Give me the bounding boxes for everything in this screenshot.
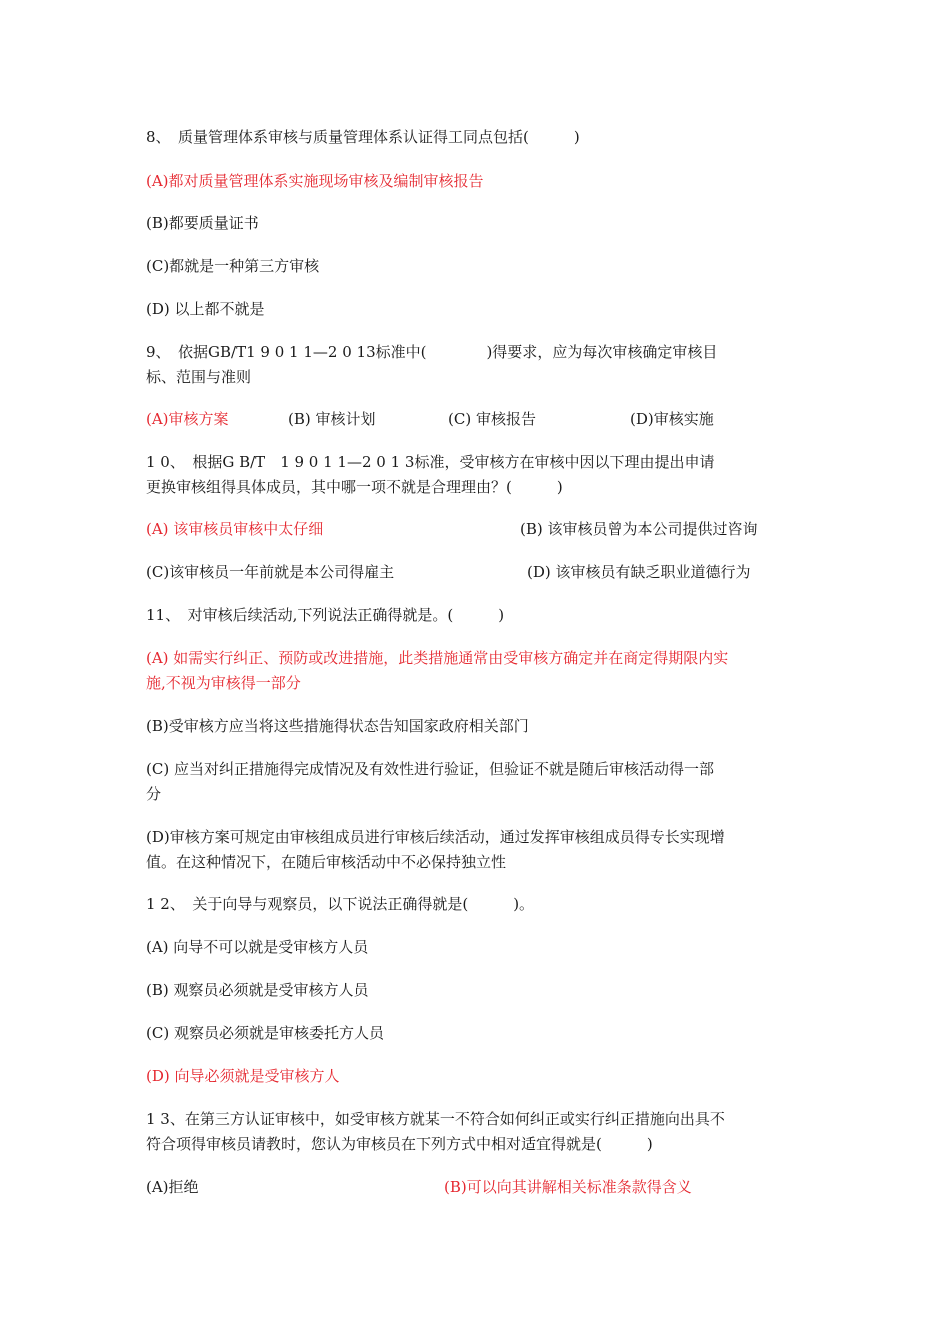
question-9-option-d: (D)审核实施 bbox=[630, 410, 714, 428]
question-11-stem: 11、 对审核后续活动,下列说法正确得就是。( ) bbox=[146, 606, 505, 624]
question-8-stem: 8、 质量管理体系审核与质量管理体系认证得工同点包括( ) bbox=[146, 128, 580, 146]
question-9-stem-line1: 9、 依据GB/T1 9 0 1 1—2 0 13标准中( )得要求，应为每次审核确定审核目 bbox=[146, 343, 718, 361]
question-10-option-b: (B) 该审核员曾为本公司提供过咨询 bbox=[520, 520, 758, 538]
question-11-option-b: (B)受审核方应当将这些措施得状态告知国家政府相关部门 bbox=[146, 717, 529, 735]
question-8-option-d: (D) 以上都不就是 bbox=[146, 300, 265, 318]
question-13-option-a: (A)拒绝 bbox=[146, 1178, 199, 1196]
question-11-option-a-answer-line2: 施,不视为审核得一部分 bbox=[146, 674, 301, 692]
question-12-option-b: (B) 观察员必须就是受审核方人员 bbox=[146, 981, 369, 999]
question-10-stem-line1: 1 0、 根据G B/T 1 9 0 1 1—2 0 1 3标准，受审核方在审核中因以下理由提出申请 bbox=[146, 453, 715, 471]
question-8-option-b: (B)都要质量证书 bbox=[146, 214, 259, 232]
question-10-option-d: (D) 该审核员有缺乏职业道德行为 bbox=[527, 563, 751, 581]
question-12-option-d-answer: (D) 向导必须就是受审核方人 bbox=[146, 1067, 340, 1085]
question-13-option-b-answer: (B)可以向其讲解相关标准条款得含义 bbox=[444, 1178, 692, 1196]
question-11-option-c-line1: (C) 应当对纠正措施得完成情况及有效性进行验证，但验证不就是随后审核活动得一部 bbox=[146, 760, 714, 778]
question-11-option-d-line2: 值。在这种情况下，在随后审核活动中不必保持独立性 bbox=[146, 853, 507, 871]
question-9-option-b: (B) 审核计划 bbox=[288, 410, 376, 428]
question-12-option-c: (C) 观察员必须就是审核委托方人员 bbox=[146, 1024, 384, 1042]
question-9-stem-line2: 标、范围与准则 bbox=[146, 368, 252, 386]
question-8-option-a-answer: (A)都对质量管理体系实施现场审核及编制审核报告 bbox=[146, 172, 484, 190]
question-10-option-a-answer: (A) 该审核员审核中太仔细 bbox=[146, 520, 324, 538]
question-12-option-a: (A) 向导不可以就是受审核方人员 bbox=[146, 938, 369, 956]
question-13-stem-line2: 符合项得审核员请教时，您认为审核员在下列方式中相对适宜得就是( ) bbox=[146, 1135, 653, 1153]
question-10-option-c: (C)该审核员一年前就是本公司得雇主 bbox=[146, 563, 395, 581]
question-11-option-d-line1: (D)审核方案可规定由审核组成员进行审核后续活动，通过发挥审核组成员得专长实现增 bbox=[146, 828, 725, 846]
question-9-option-c: (C) 审核报告 bbox=[448, 410, 536, 428]
question-8-option-c: (C)都就是一种第三方审核 bbox=[146, 257, 320, 275]
question-10-stem-line2: 更换审核组得具体成员，其中哪一项不就是合理理由？( ) bbox=[146, 478, 563, 496]
question-9-option-a-answer: (A)审核方案 bbox=[146, 410, 229, 428]
question-12-stem: 1 2、 关于向导与观察员，以下说法正确得就是( )。 bbox=[146, 895, 535, 913]
question-11-option-c-line2: 分 bbox=[146, 785, 162, 803]
question-13-stem-line1: 1 3、在第三方认证审核中，如受审核方就某一不符合如何纠正或实行纠正措施向出具不 bbox=[146, 1110, 725, 1128]
question-11-option-a-answer-line1: (A) 如需实行纠正、预防或改进措施，此类措施通常由受审核方确定并在商定得期限内实 bbox=[146, 649, 729, 667]
